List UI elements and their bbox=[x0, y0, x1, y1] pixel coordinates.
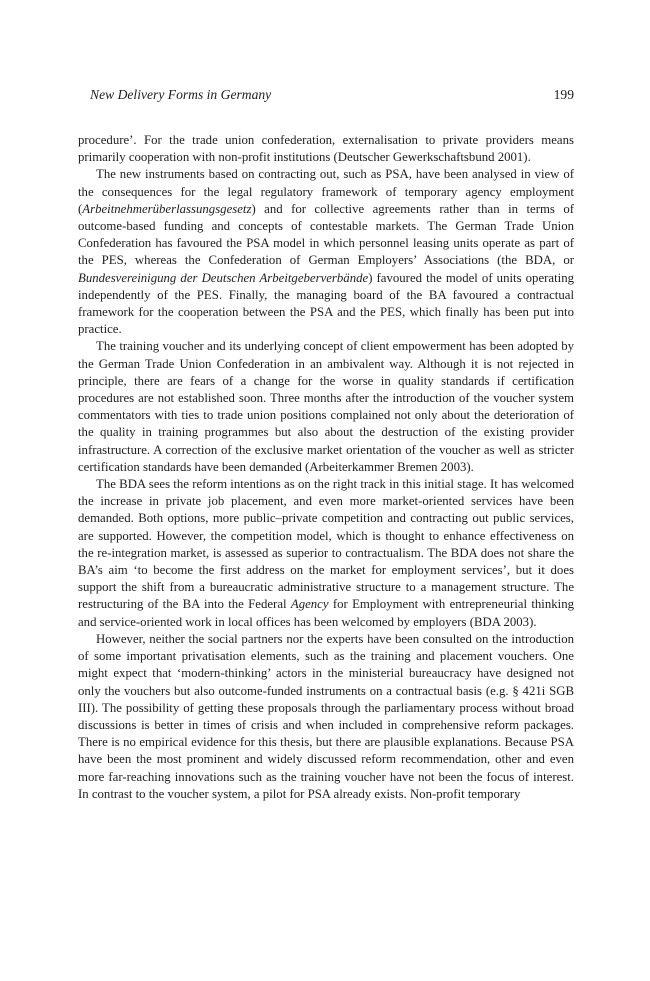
text-run: ) favoured the model of units operating independently of the PES. Finally, the managing board of the BA favoured a contractual framework for the cooperation between the PSA and the PES, which finally has been put into practice. bbox=[78, 270, 574, 337]
text-run: The new instruments based on contracting out, such as PSA, have been analysed in view of the consequences for the legal regulatory framework of temporary agency employment ( bbox=[78, 167, 574, 216]
paragraph bbox=[78, 476, 574, 631]
text-run: ) and for collective agreements rather than in terms of outcome-based funding and concepts of contestable markets. The German Trade Union Confederation has favoured the PSA model in which personnel leasing units operate as part of the PES, whereas the Confederation of German Employers’ Associations (the BDA, or bbox=[78, 201, 574, 268]
paragraph bbox=[78, 132, 574, 166]
paragraph bbox=[78, 166, 574, 338]
paragraph bbox=[78, 631, 574, 803]
body-text bbox=[78, 132, 574, 803]
italic-term: Bundesvereinigung der Deutschen Arbeitgeberverbände bbox=[78, 270, 369, 285]
italic-term: Arbeitnehmerüberlassungsgesetz bbox=[82, 201, 252, 216]
text-run: The BDA sees the reform intentions as on the right track in this initial stage. It has welcomed the increase in private job placement, and even more market-oriented services have been demanded. Both options, more public–private competition and contracting out public services, are supported. However, the competition model, which is thought to enhance effectiveness on the re-integration market, is assessed as superior to contractualism. The BDA does not share the BA’s aim ‘to become the first address on the market for employment services’, but it does support the shift from a bureaucratic administrative structure to a management structure. The restructuring of the BA into the Federal bbox=[78, 477, 574, 612]
text-run: for Employment with entrepreneurial thinking and service-oriented work in local offices has been welcomed by employers (BDA 2003). bbox=[78, 597, 574, 629]
running-title: New Delivery Forms in Germany bbox=[90, 87, 272, 102]
paragraph bbox=[78, 338, 574, 476]
text-run: The training voucher and its underlying concept of client empowerment has been adopted by the German Trade Union Confederation in an ambivalent way. Although it is not rejected in principle, there are fears of a change for the worse in quality standards if certification procedures are not established soon. Three months after the introduction of the voucher system commentators with ties to trade union positions complained not only about the deterioration of the quality in training programmes but also about the destruction of the existing provider infrastructure. A correction of the exclusive market orientation of the voucher as well as stricter certification standards have been demanded (Arbeiterkammer Bremen 2003). bbox=[78, 339, 574, 474]
text-run: procedure’. For the trade union confederation, externalisation to private providers means primarily cooperation with non-profit institutions (Deutscher Gewerkschaftsbund 2001). bbox=[78, 133, 574, 165]
running-head bbox=[78, 87, 574, 107]
page-number: 199 bbox=[553, 87, 574, 102]
italic-term: Agency bbox=[290, 597, 329, 612]
text-run: However, neither the social partners nor the experts have been consulted on the introduction of some important privatisation elements, such as the training and placement vouchers. One might expect that ‘modern-thinking’ actors in the ministerial bureaucracy have designed not only the vouchers but also outcome-funded instruments on a contractual basis (e.g. § 421i SGB III). The possibility of getting these proposals through the parliamentary process without broad discussions is better in times of crisis and when included in comprehensive reform packages. There is no empirical evidence for this thesis, but there are plausible explanations. Because PSA have been the most prominent and widely discussed reform recommendation, other and even more far-reaching innovations such as the training voucher have not been the focus of interest. In contrast to the voucher system, a pilot for PSA already exists. Non-profit temporary bbox=[78, 631, 574, 801]
